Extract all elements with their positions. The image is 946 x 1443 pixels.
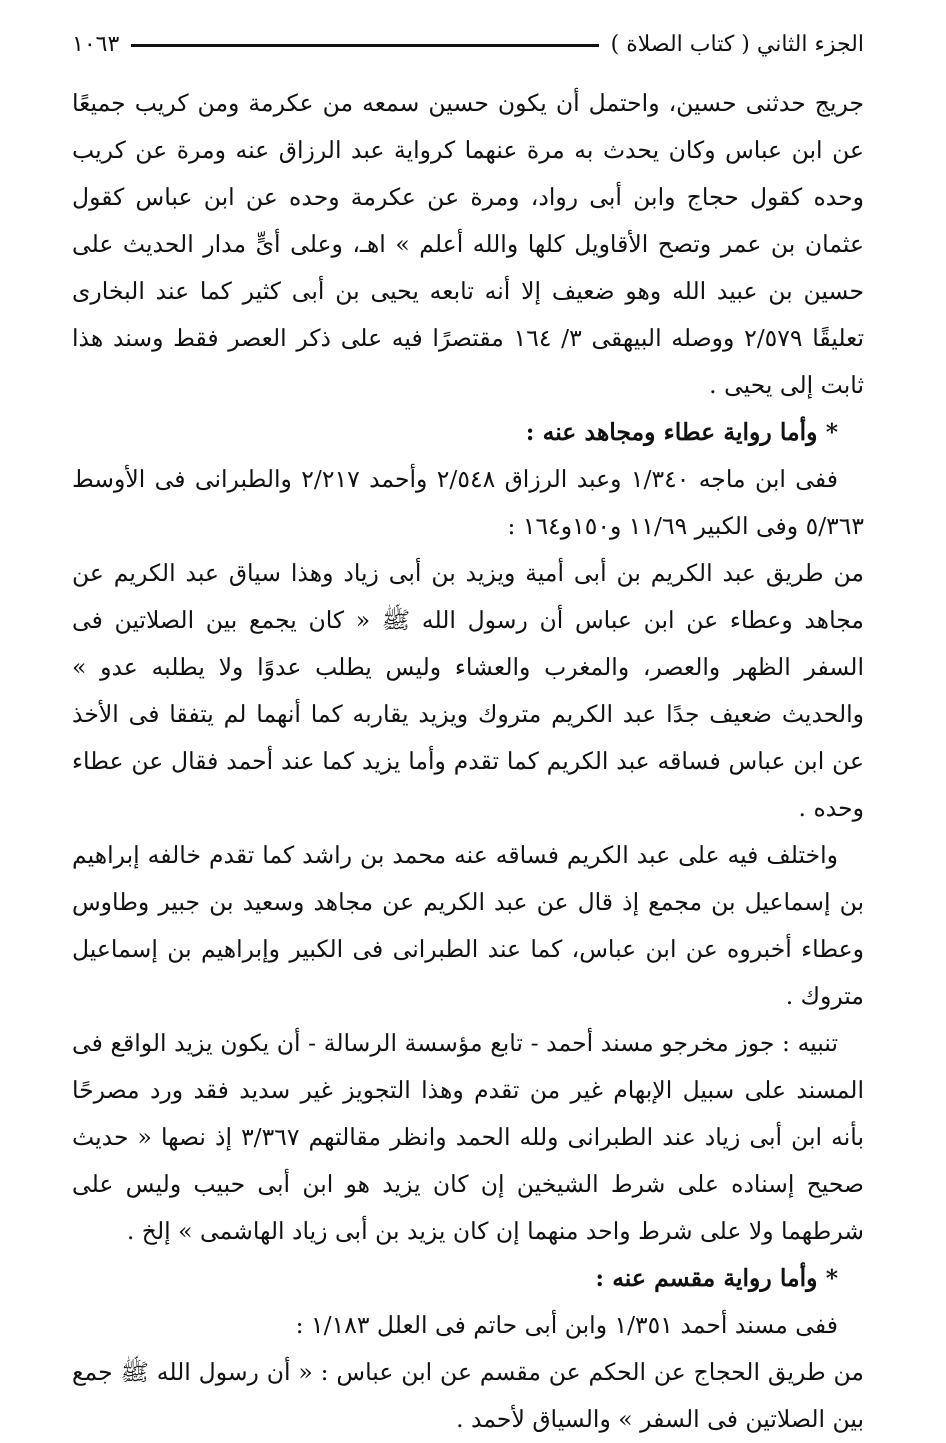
running-header — [72, 22, 864, 66]
paragraph-disagreement: واختلف فيه على عبد الكريم فساقه عنه محمد بن راشد كما تقدم خالفه إبراهيم بن إسماعيل بن مجمع إذ قال عن عبد الكريم عن مجاهد وسعيد بن جبير وطاوس وعطاء أخبروه عن ابن عباس، كما عند الطبرانى فى الكبير وإبراهيم بن إسماعيل متروك . — [72, 841, 864, 1010]
paragraph-sources-miqsam: ففى مسند أحمد ١/٣٥١ وابن أبى حاتم فى العلل ١/١٨٣ : — [295, 1311, 838, 1339]
paragraph-sources-ata: ففى ابن ماجه ١/٣٤٠ وعبد الرزاق ٢/٥٤٨ وأحمد ٢/٢١٧ والطبرانى فى الأوسط ٥/٣٦٣ وفى الكبير ١١/٦٩ و١٥٠و١٦٤ : — [72, 465, 864, 540]
paragraph-note: تنبيه : جوز مخرجو مسند أحمد - تابع مؤسسة الرسالة - أن يكون يزيد الواقع فى المسند على سبيل الإبهام غير من تقدم وهذا التجويز غير سديد فقد ورد مصرحًا بأنه ابن أبى زياد عند الطبرانى ولله الحمد وانظر مقالتهم ٣/٣٦٧ إذ نصها « حديث صحيح إسناده على شرط الشيخين إن كان يزيد هو ابن أبى حبيب وليس على شرطهما ولا على شرط واحد منهما إن كان يزيد بن أبى زياد الهاشمى » إلخ . — [72, 1029, 864, 1245]
header-rule — [131, 44, 598, 47]
page-body — [72, 80, 864, 1443]
header-title: الجزء الثاني ( كتاب الصلاة ) — [610, 31, 864, 57]
paragraph-chain-abdulkarim: من طريق عبد الكريم بن أبى أمية ويزيد بن أبى زياد وهذا سياق عبد الكريم عن مجاهد وعطاء عن ابن عباس أن رسول الله ﷺ « كان يجمع بين الصلاتين فى السفر الظهر والعصر، والمغرب والعشاء وليس يطلب عدوًا ولا يطلبه عدو » والحديث ضعيف جدًا عبد الكريم متروك ويزيد يقاربه كما أنهما لم يتفقا فى الأخذ عن ابن عباس فساقه عبد الكريم كما تقدم وأما يزيد كما عند أحمد فقال عن عطاء وحده . — [72, 559, 864, 822]
page-number: ١٠٦٣ — [72, 31, 120, 57]
section-heading-ata-mujahid: * وأما رواية عطاء ومجاهد عنه : — [525, 418, 838, 446]
section-heading-miqsam: * وأما رواية مقسم عنه : — [595, 1264, 838, 1292]
book-page — [72, 22, 864, 1433]
paragraph-continuation: جريج حدثنى حسين، واحتمل أن يكون حسين سمعه من عكرمة ومن كريب جميعًا عن ابن عباس وكان يحدث به مرة عنهما كرواية عبد الرزاق عنه ومرة عن كريب وحده كقول حجاج وابن أبى رواد، ومرة عن عكرمة وحده عن ابن عباس كقول عثمان بن عمر وتصح الأقاويل كلها والله أعلم » اهـ، وعلى أىٍّ مدار الحديث على حسين بن عبيد الله وهو ضعيف إلا أنه تابعه يحيى بن أبى كثير كما عند البخارى تعليقًا ٢/٥٧٩ ووصله البيهقى ٣/ ١٦٤ مقتصرًا فيه على ذكر العصر فقط وسند هذا ثابت إلى يحيى . — [72, 89, 864, 399]
paragraph-chain-hajjaj: من طريق الحجاج عن الحكم عن مقسم عن ابن عباس : « أن رسول الله ﷺ جمع بين الصلاتين فى السفر » والسياق لأحمد . — [72, 1358, 864, 1433]
